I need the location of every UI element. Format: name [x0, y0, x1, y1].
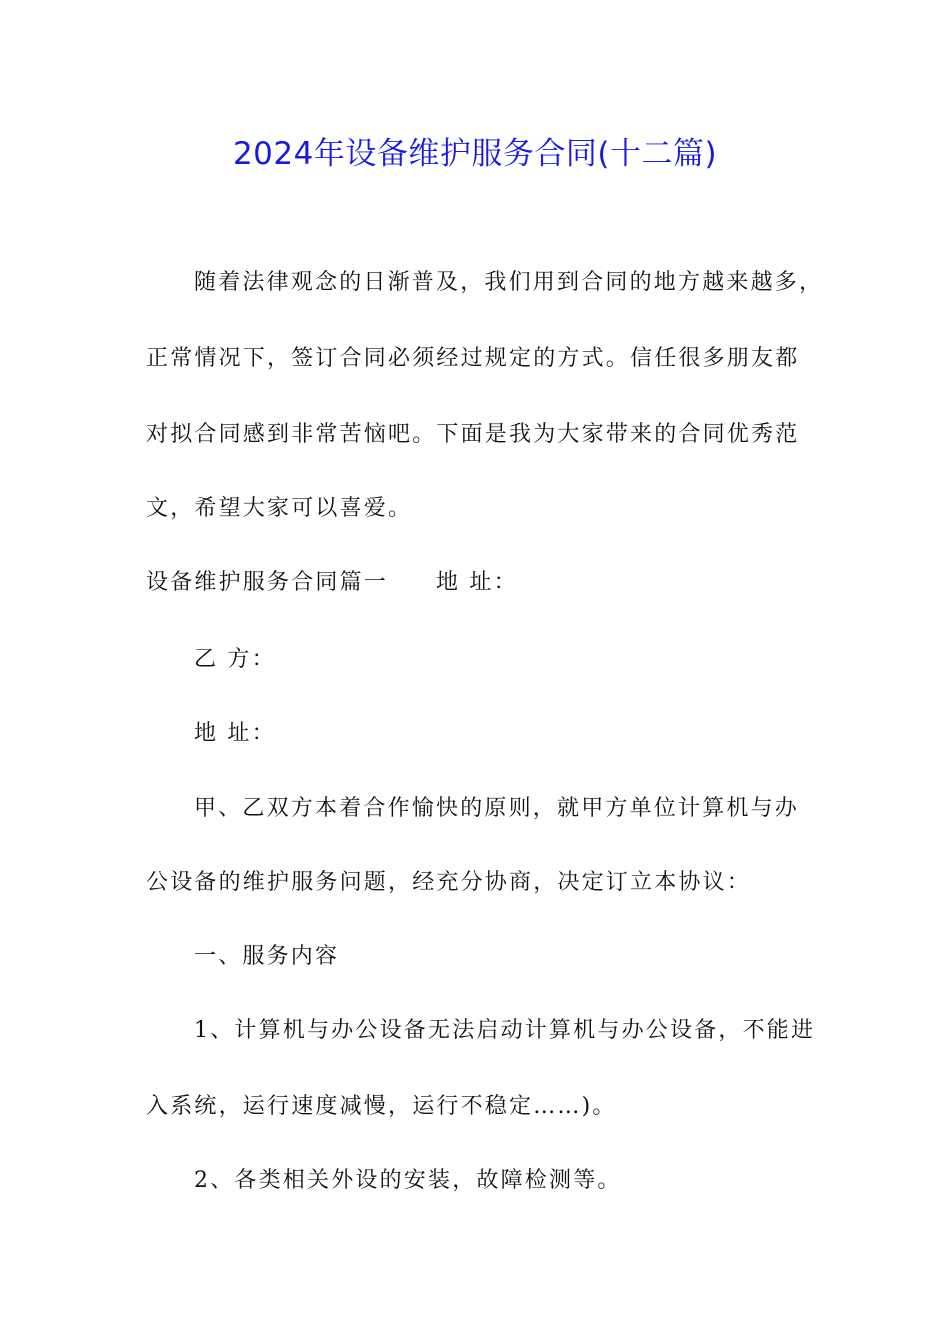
section-heading-row	[146, 568, 518, 598]
document-title: 2024年设备维护服务合同(十二篇)	[232, 136, 718, 172]
intro-line-2: 正常情况下，签订合同必须经过规定的方式。信任很多朋友都	[146, 346, 800, 371]
item1-line-1: 1、计算机与办公设备无法启动计算机与办公设备，不能进	[194, 1018, 816, 1043]
party-b-label: 乙 方：	[194, 647, 276, 672]
intro-line-1: 随着法律观念的日渐普及，我们用到合同的地方越来越多，	[194, 270, 824, 295]
intro-line-4: 文，希望大家可以喜爱。	[146, 496, 413, 521]
address-label-1: 地 址：	[436, 570, 518, 595]
agreement-line-2: 公设备的维护服务问题，经充分协商，决定订立本协议：	[146, 870, 752, 895]
item1-line-2: 入系统，运行速度减慢，运行不稳定……)。	[146, 1094, 617, 1119]
clause-heading: 一、服务内容	[194, 944, 340, 969]
address-label-2: 地 址：	[194, 721, 276, 746]
agreement-line-1: 甲、乙双方本着合作愉快的原则，就甲方单位计算机与办	[194, 796, 800, 821]
intro-line-3: 对拟合同感到非常苦恼吧。下面是我为大家带来的合同优秀范	[146, 422, 800, 447]
item2-line: 2、各类相关外设的安装，故障检测等。	[194, 1168, 622, 1193]
section-heading: 设备维护服务合同篇一	[146, 570, 389, 595]
